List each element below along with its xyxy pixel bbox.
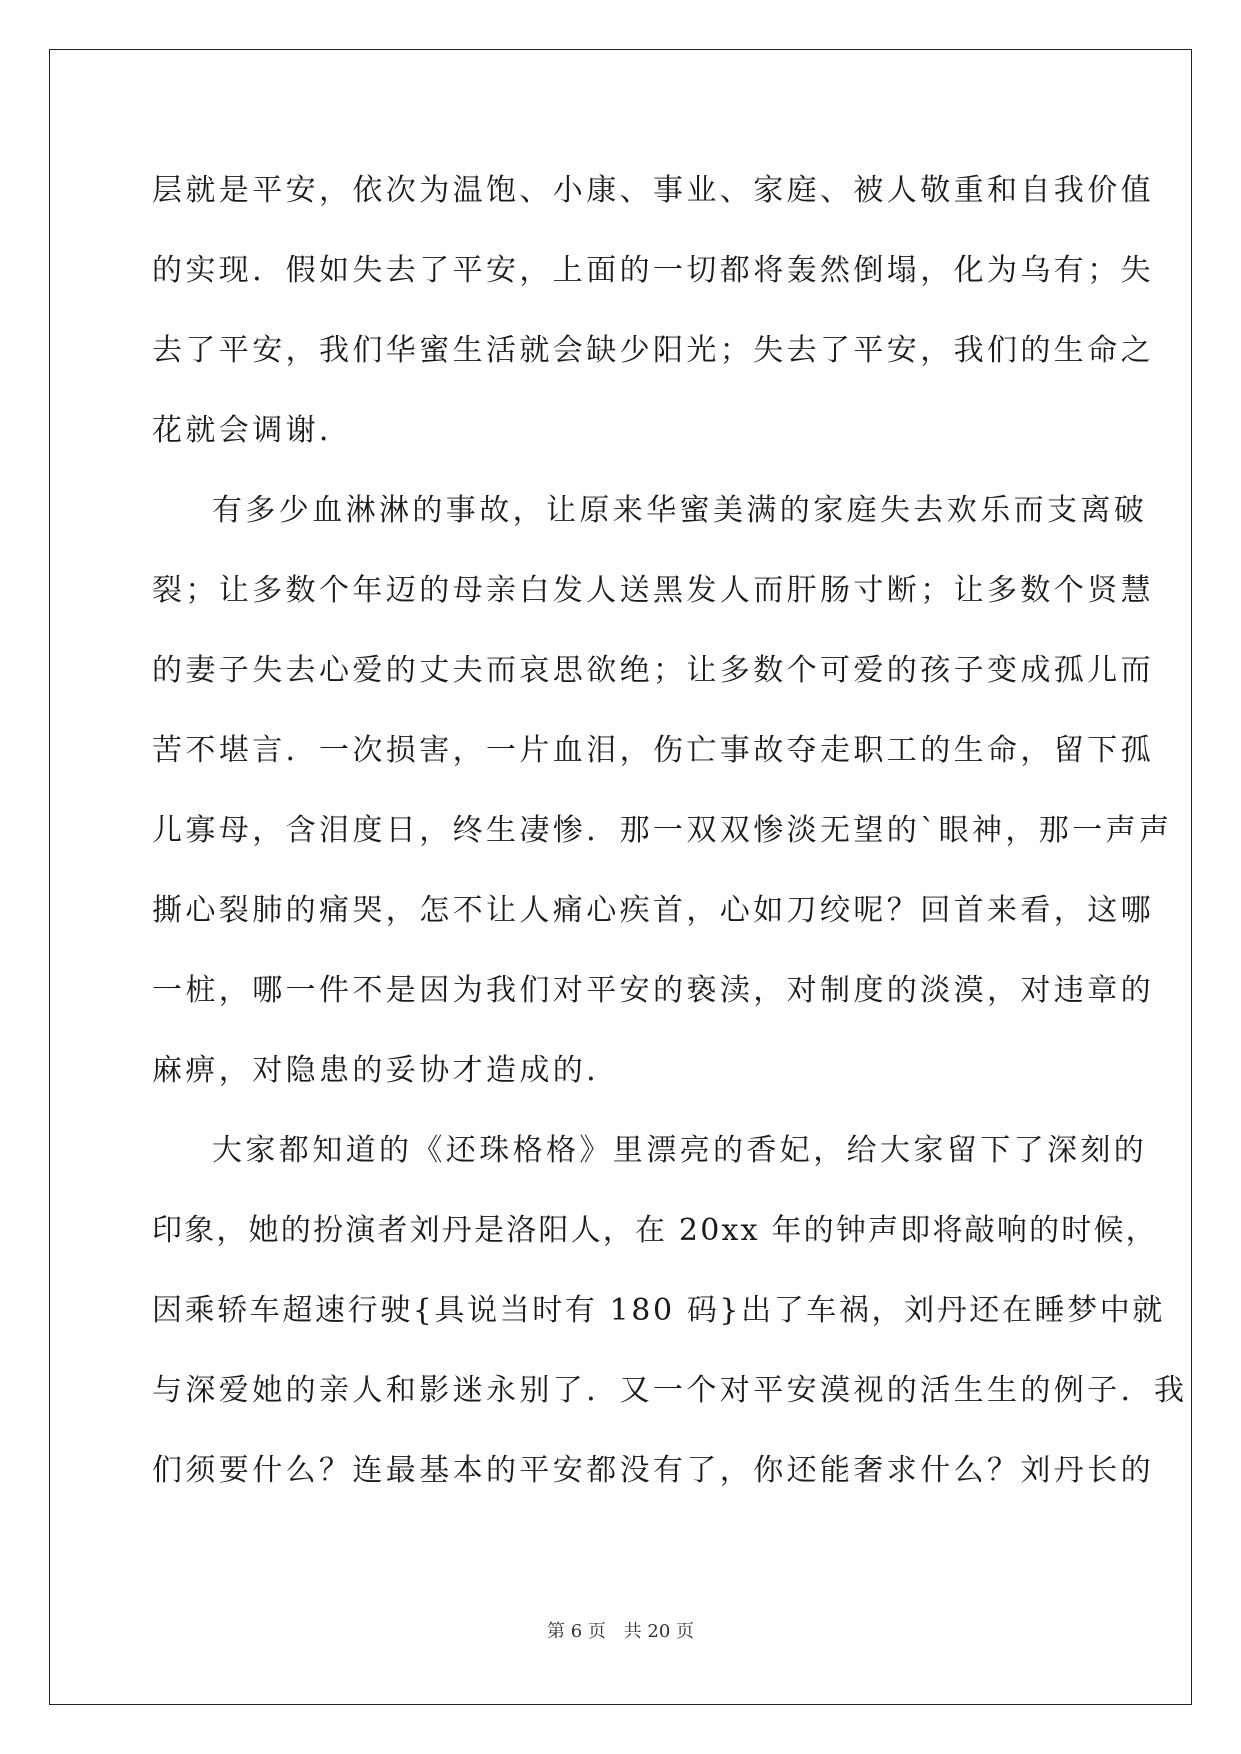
- text-line: 儿寡母，含泪度日，终生凄惨．那一双双惨淡无望的`眼神，那一声声: [152, 813, 1173, 848]
- text-line: 的妻子失去心爱的丈夫而哀思欲绝；让多数个可爱的孩子变成孤儿而: [152, 653, 1154, 688]
- text-line: 印象，她的扮演者刘丹是洛阳人，在 20xx 年的钟声即将敲响的时候，: [152, 1213, 1158, 1248]
- paragraph-first-line: 大家都知道的《还珠格格》里漂亮的香妃，给大家留下了深刻的: [212, 1133, 1148, 1168]
- text-line: 层就是平安，依次为温饱、小康、事业、家庭、被人敬重和自我价值: [152, 173, 1154, 208]
- text-line: 去了平安，我们华蜜生活就会缺少阳光；失去了平安，我们的生命之: [152, 333, 1154, 368]
- text-line: 裂；让多数个年迈的母亲白发人送黑发人而肝肠寸断；让多数个贤慧: [152, 573, 1154, 608]
- page-number: 第 6 页: [547, 1621, 606, 1642]
- text-line: 麻痹，对隐患的妥协才造成的．: [152, 1053, 620, 1088]
- text-line: 因乘轿车超速行驶{具说当时有 180 码}出了车祸，刘丹还在睡梦中就: [152, 1293, 1165, 1328]
- page-total: 共 20 页: [623, 1621, 694, 1642]
- text-line: 与深爱她的亲人和影迷永别了．又一个对平安漠视的活生生的例子．我: [152, 1373, 1188, 1408]
- text-line: 们须要什么？连最基本的平安都没有了，你还能奢求什么？刘丹长的: [152, 1453, 1154, 1488]
- paragraph-first-line: 有多少血淋淋的事故，让原来华蜜美满的家庭失去欢乐而支离破: [212, 493, 1148, 528]
- text-line: 苦不堪言．一次损害，一片血泪，伤亡事故夺走职工的生命，留下孤: [152, 733, 1154, 768]
- text-line: 的实现．假如失去了平安，上面的一切都将轰然倒塌，化为乌有；失: [152, 253, 1154, 288]
- text-line: 撕心裂肺的痛哭，怎不让人痛心疾首，心如刀绞呢？回首来看，这哪: [152, 893, 1154, 928]
- text-line: 一桩，哪一件不是因为我们对平安的亵渎，对制度的淡漠，对违章的: [152, 973, 1154, 1008]
- text-line: 花就会调谢．: [152, 413, 353, 448]
- page-footer: [0, 1620, 1241, 1644]
